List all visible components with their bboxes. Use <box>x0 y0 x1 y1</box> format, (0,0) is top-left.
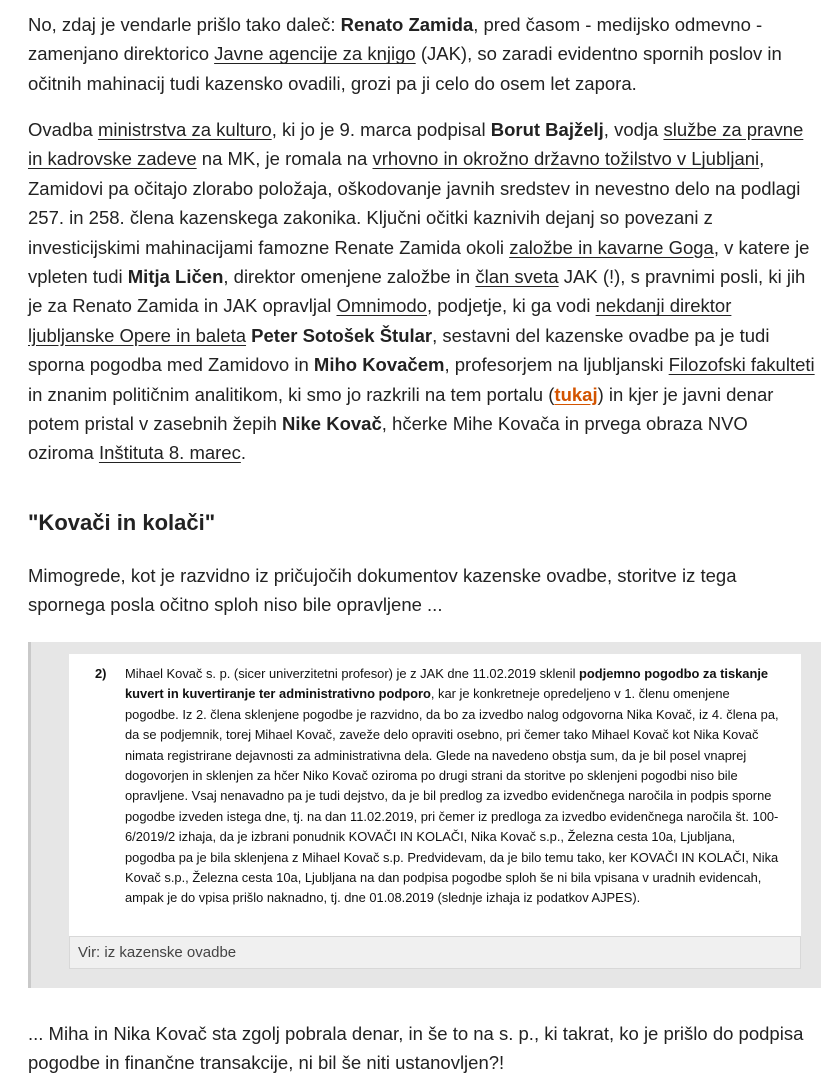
link-jak[interactable]: Javne agencije za knjigo <box>214 43 416 65</box>
text: , v katere je vpleten tudi <box>28 236 810 288</box>
link-prosecutor[interactable]: vrhovno in okrožno državno tožilstvo v Ljubljani <box>372 148 760 170</box>
text: Mihael Kovač s. p. (sicer univerzitetni profesor) je z JAK dne 11.02.2019 sklenil <box>125 666 580 681</box>
person-name: Nike Kovač <box>282 413 382 435</box>
text: , hčerke Mihe Kovača in prvega obraza NVO oziroma <box>28 413 748 464</box>
text: , kar je konkretneje opredeljeno v 1. členu omenjene pogodbe. Iz 2. člena sklenjene pogodbe je razvidno, da bo za izvedbo nalog odgovorna Nika Kovač, iz 4. člena pa, da se podjemnik, torej Mihael Kovač, zaveže delo opraviti osebno, pri čemer tako Mihael Kovač kot Nika Kovač nimata registrirane dejavnosti za administrativna dela. Glede na navedeno obstja sum, da je bil posel vnaprej dogovorjen in sklenjen za hčer Niko Kovač oziroma po drugi strani da storitve po sklenjeni pogodbi niso bile opravljene. Vsaj nenavadno pa je tudi dejstvo, da je bil predlog za izvedbo evidenčnega naročila in podpis sporne pogodbe izveden istega dne, tj. na dan 11.02.2019, pri čemer iz predloga za izvedbo evidenčnega naročila št. 100-6/2019/2 izhaja, da je izbrani ponudnik KOVAČI IN KOLAČI, Nika Kovač s.p., Železna cesta 10a, Ljubljana, pogodba pa je bila sklenjena z Mihael Kovač s.p. Predvidevam, da je bilo temu tako, ker KOVAČI IN KOLAČI, Nika Kovač s.p., Železna cesta 10a, Ljubljana na dan podpisa pogodbe sploh še ni bila vpisana v uradnih evidencah, ampak je do vpisa prišlo naknadno, tj. dne 01.08.2019 (slednje izhaja iz podatkov AJPES). <box>125 686 779 906</box>
link-legal-service[interactable]: službe za pravne in kadrovske zadeve <box>28 119 804 170</box>
link-ministry[interactable]: ministrstva za kulturo <box>97 119 272 140</box>
text: , direktor omenjene založbe in <box>223 266 476 288</box>
text: in znanim političnim analitikom, ki smo jo razkrili na tem portalu ( <box>28 383 555 405</box>
person-name: Renato Zamida <box>340 14 474 35</box>
text: (JAK), so zaradi evidentno spornih poslov in očitnih mahinacij tudi kazensko ovadili, grozi pa ji celo do osem let zapora. <box>28 43 782 94</box>
text: JAK (!), s pravnimi posli, ki jih je za Renato Zamida in JAK opravljal <box>28 266 806 317</box>
text: , pred časom - medijsko odmevno - zamenjano direktorico <box>28 14 763 65</box>
document-excerpt <box>95 664 785 909</box>
text: No, zdaj je vendarle prišlo tako daleč: <box>28 14 341 35</box>
link-omnimodo[interactable]: Omnimodo <box>336 295 427 317</box>
person-name: Mitja Ličen <box>127 266 224 288</box>
text: , Zamidovi pa očitajo zlorabo položaja, oškodovanje javnih sredstev in nevestno delo na podlagi 257. in 258. člena kazenskega zakonika. Ključni očitki kaznivih dejanj so povezani z investicijskimi mahinacijami famozne Renate Zamida okoli <box>28 148 801 258</box>
section-subheading: "Kovači in kolači" <box>28 510 216 535</box>
text: na MK, je romala na <box>196 148 373 170</box>
text: ) in kjer je javni denar potem pristal v zasebnih žepih <box>28 383 774 435</box>
figure-caption <box>69 936 801 969</box>
link-opera-director[interactable]: nekdanji direktor ljubljanske Opere in baleta <box>28 295 732 346</box>
link-council-member[interactable]: član sveta <box>475 266 559 288</box>
link-goga[interactable]: založbe in kavarne Goga <box>509 236 714 258</box>
paragraph-note: Mimogrede, kot je razvidno iz pričujočih dokumentov kazenske ovadbe, storitve iz tega spornega posla očitno sploh niso bile opravljene ... <box>28 565 737 616</box>
text: , podjetje, ki ga vodi <box>426 295 596 317</box>
link-faculty[interactable]: Filozofski fakulteti <box>668 354 815 376</box>
paragraph-closing: ... Miha in Nika Kovač sta zgolj pobrala denar, in še to na s. p., ki takrat, ko je prišlo do podpisa pogodbe in finančne transakcije, ni bil še niti ustanovljen?! <box>28 1023 804 1074</box>
text: Ovadba <box>28 119 98 140</box>
person-name: Miho Kovačem <box>313 354 445 376</box>
text: , sestavni del kazenske ovadbe pa je tudi sporna pogodba med Zamidovo in <box>28 324 770 376</box>
text: . <box>240 442 246 464</box>
caption-text: Vir: iz kazenske ovadbe <box>78 944 237 961</box>
item-number: 2) <box>95 666 107 681</box>
text: , profesorjem na ljubljanski <box>444 354 669 376</box>
paragraph-complaint <box>28 115 818 468</box>
document-figure <box>28 642 821 988</box>
paragraph-intro <box>28 10 818 98</box>
person-name: Borut Bajželj <box>490 119 604 140</box>
link-here[interactable]: tukaj <box>554 383 598 405</box>
document-excerpt-image[interactable] <box>69 654 801 936</box>
contract-title: podjemno pogodbo za tiskanje kuvert in kuvertiranje ter administrativno podporo <box>125 666 769 702</box>
link-institute[interactable]: Inštituta 8. marec <box>98 442 241 464</box>
document-text <box>125 664 785 909</box>
text: , vodja <box>603 119 664 140</box>
person-name: Peter Sotošek Štular <box>251 324 433 346</box>
text: , ki jo je 9. marca podpisal <box>271 119 491 140</box>
